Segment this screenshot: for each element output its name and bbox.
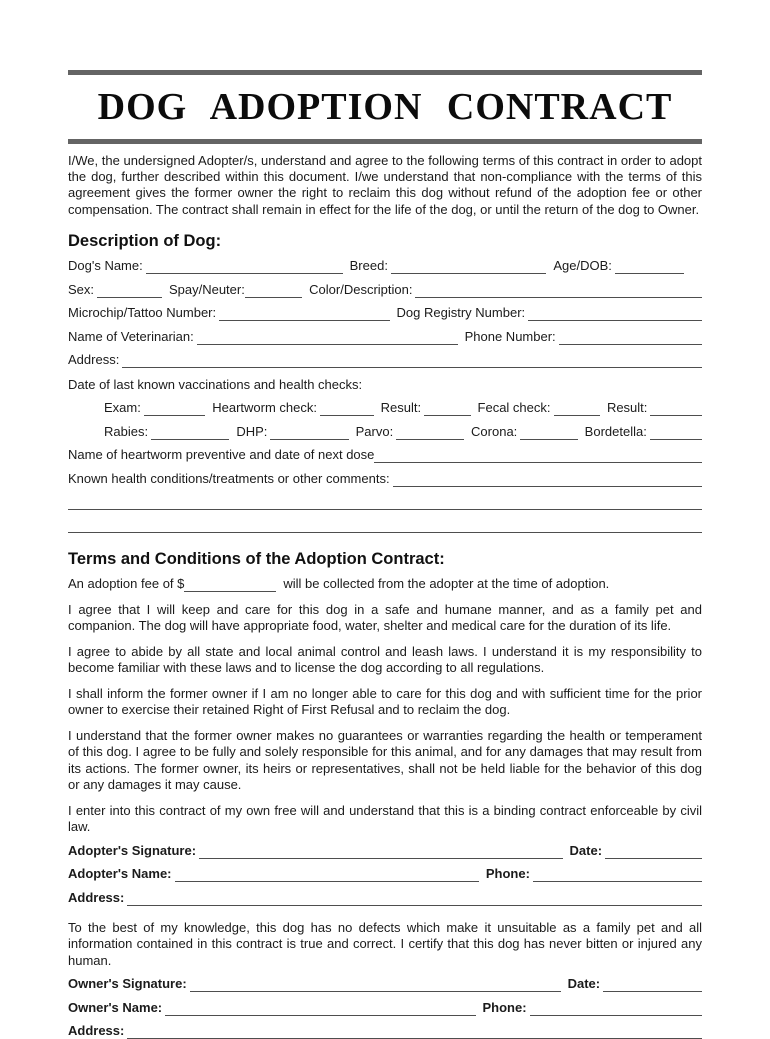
adopter-name-row <box>68 866 702 882</box>
veterinarian-label: Name of Veterinarian: <box>68 328 194 344</box>
registry-label: Dog Registry Number: <box>396 305 526 321</box>
corona-label: Corona: <box>471 423 518 439</box>
owner-date-label: Date: <box>567 976 601 992</box>
known-conditions-label: Known health conditions/treatments or other comments: <box>68 470 390 486</box>
owner-certification-paragraph: To the best of my knowledge, this dog has no defects which make it unsuitable as a family pet and all information contained in this contract is true and correct. I certify that this dog has never bitten or injured any human. <box>68 919 702 968</box>
comments-extra-row-1 <box>68 506 702 510</box>
title-rule <box>68 139 702 144</box>
adopter-phone-blank <box>533 878 702 882</box>
vaccinations-heading: Date of last known vaccinations and health checks: <box>68 376 363 392</box>
adopter-name-blank <box>175 878 479 882</box>
dhp-label: DHP: <box>236 423 268 439</box>
comments-extra-row-2 <box>68 529 702 533</box>
adoption-fee-prefix: An adoption fee of $ <box>68 576 185 592</box>
owner-phone-blank <box>530 1012 702 1016</box>
result-blank <box>424 412 470 416</box>
owner-address-label: Address: <box>68 1023 125 1039</box>
dhp-blank <box>270 436 348 440</box>
section-heading-description: Description of Dog: <box>68 231 222 250</box>
dogs-name-blank <box>146 270 343 274</box>
field-row-exam <box>68 400 702 416</box>
exam-label: Exam: <box>104 400 141 416</box>
field-row-rabies <box>68 424 702 440</box>
corona-blank <box>520 436 577 440</box>
terms-paragraph-4: I understand that the former owner makes no guarantees or warranties regarding the health or temperament of this dog. I agree to be fully and solely responsible for this animal, and for any damages that may result from its actions. The former owner, its heirs or representatives, shall not be held liable for the behavior of this dog or any damages it may cause. <box>68 728 702 793</box>
microchip-blank <box>219 317 389 321</box>
field-row-heartworm-preventive <box>68 447 702 463</box>
heartworm-preventive-label: Name of heartworm preventive and date of next dose <box>68 447 375 463</box>
comments-extra-blank-1 <box>68 506 702 510</box>
terms-paragraph-1: I agree that I will keep and care for this dog in a safe and humane manner, and as a family pet and companion. The dog will have appropriate food, water, shelter and medical care for the duration of its life. <box>68 601 702 634</box>
adoption-fee-blank <box>184 588 276 592</box>
vet-address-blank <box>122 364 702 368</box>
adopter-signature-row <box>68 843 702 859</box>
parvo-blank <box>396 436 464 440</box>
owner-signature-blank <box>190 988 561 992</box>
heartworm-preventive-blank <box>374 459 702 463</box>
parvo-label: Parvo: <box>355 423 394 439</box>
owner-address-blank <box>127 1035 702 1039</box>
adopter-date-label: Date: <box>569 842 603 858</box>
age-dob-blank <box>615 270 684 274</box>
breed-label: Breed: <box>349 258 388 274</box>
field-row-name-breed-age <box>68 258 702 274</box>
microchip-label: Microchip/Tattoo Number: <box>68 305 217 321</box>
owner-name-blank <box>165 1012 475 1016</box>
adopter-name-label: Adopter's Name: <box>68 866 172 882</box>
spay-neuter-blank <box>245 294 302 298</box>
terms-paragraph-5: I enter into this contract of my own free will and understand that this is a binding contract enforceable by civil law. <box>68 802 702 835</box>
field-row-veterinarian-phone <box>68 329 702 345</box>
owner-signature-row <box>68 976 702 992</box>
heartworm-check-blank <box>320 412 374 416</box>
age-dob-label: Age/DOB: <box>553 258 612 274</box>
adopter-date-blank <box>605 855 702 859</box>
intro-paragraph: I/We, the undersigned Adopter/s, understand and agree to the following terms of this contract in order to adopt the dog, further described within this document. I/we understand that non-compliance with the terms of this agreement gives the former owner the right to reclaim this dog without refund of the adoption fee or other compensation. The contract shall remain in effect for the life of the dog, or until the return of the dog to Owner. <box>68 152 702 217</box>
owner-name-row <box>68 1000 702 1016</box>
result2-blank <box>650 412 702 416</box>
result-label: Result: <box>380 400 422 416</box>
adopter-signature-blank <box>199 855 563 859</box>
adopter-phone-label: Phone: <box>485 866 530 882</box>
terms-paragraph-2: I agree to abide by all state and local animal control and leash laws. I understand it is my responsibility to become familiar with these laws and to license the dog according to all regulations. <box>68 643 702 676</box>
adopter-address-row <box>68 890 702 906</box>
bordetella-label: Bordetella: <box>584 423 647 439</box>
result2-label: Result: <box>606 400 648 416</box>
registry-blank <box>528 317 702 321</box>
sex-blank <box>97 294 162 298</box>
fecal-check-blank <box>554 412 600 416</box>
spay-neuter-label: Spay/Neuter: <box>168 281 245 297</box>
bordetella-blank <box>650 436 702 440</box>
color-description-label: Color/Description: <box>309 281 413 297</box>
owner-name-label: Owner's Name: <box>68 999 163 1015</box>
field-row-sex-color <box>68 282 702 298</box>
dogs-name-label: Dog's Name: <box>68 258 143 274</box>
adopter-address-label: Address: <box>68 889 125 905</box>
owner-signature-label: Owner's Signature: <box>68 976 187 992</box>
heartworm-check-label: Heartworm check: <box>212 400 317 416</box>
rabies-label: Rabies: <box>104 423 149 439</box>
adopter-address-blank <box>127 902 702 906</box>
exam-blank <box>144 412 205 416</box>
comments-extra-blank-2 <box>68 529 702 533</box>
color-description-blank <box>415 294 702 298</box>
adopter-signature-label: Adopter's Signature: <box>68 842 197 858</box>
vet-address-label: Address: <box>68 352 120 368</box>
owner-address-row <box>68 1023 702 1039</box>
field-row-vet-address <box>68 352 702 368</box>
sex-label: Sex: <box>68 281 95 297</box>
adoption-fee-row <box>68 576 702 592</box>
phone-number-label: Phone Number: <box>464 328 556 344</box>
known-conditions-blank <box>393 483 702 487</box>
field-row-known-conditions <box>68 471 702 487</box>
page-title: DOG ADOPTION CONTRACT <box>97 86 673 128</box>
section-heading-terms: Terms and Conditions of the Adoption Contract: <box>68 549 445 568</box>
phone-number-blank <box>559 341 702 345</box>
fecal-check-label: Fecal check: <box>477 400 551 416</box>
owner-phone-label: Phone: <box>482 999 527 1015</box>
field-row-microchip-registry <box>68 305 702 321</box>
top-rule <box>68 70 702 75</box>
veterinarian-blank <box>197 341 458 345</box>
terms-paragraph-3: I shall inform the former owner if I am no longer able to care for this dog and with sufficient time for the prior owner to exercise their retained Right of First Refusal and to reclaim the dog. <box>68 686 702 718</box>
owner-date-blank <box>603 988 702 992</box>
adoption-fee-suffix: will be collected from the adopter at the time of adoption. <box>283 576 610 592</box>
breed-blank <box>391 270 546 274</box>
rabies-blank <box>151 436 229 440</box>
